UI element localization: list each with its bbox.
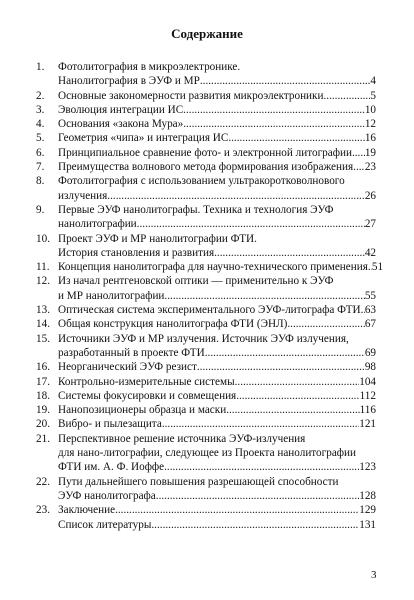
dot-leader bbox=[214, 246, 365, 260]
toc-entry-number: 1. bbox=[36, 61, 45, 73]
toc-entry-page: 16 bbox=[364, 132, 376, 145]
toc-entry-number: 21. bbox=[36, 432, 50, 445]
dot-leader bbox=[197, 360, 365, 374]
toc-entry-title: Системы фокусировки и совмещения bbox=[58, 389, 237, 402]
toc-entry-number: 17. bbox=[36, 375, 50, 388]
toc-entry-title: Неорганический ЭУФ резист bbox=[58, 361, 197, 374]
toc-entry bbox=[36, 417, 376, 431]
toc-entry-title: Пути дальнейшего повышения разрешающей способности bbox=[58, 475, 339, 488]
toc-entry-number: 14. bbox=[36, 318, 50, 331]
toc-entry-page: 67 bbox=[364, 318, 376, 331]
toc-entry-title: Основания «закона Мура» bbox=[58, 118, 184, 131]
toc-entry-title: Концепция нанолитографа для научно-технического применения bbox=[58, 261, 368, 274]
toc-entry-page: 27 bbox=[364, 218, 376, 231]
toc-entry-title: Основные закономерности развития микроэлектроники bbox=[58, 89, 324, 102]
toc-entry-page: 23 bbox=[364, 161, 376, 174]
dot-leader bbox=[183, 103, 365, 117]
toc-entry bbox=[36, 303, 376, 317]
toc-entry bbox=[36, 131, 376, 145]
page-number: 3 bbox=[371, 569, 377, 581]
toc-entry-number: 7. bbox=[36, 161, 45, 174]
toc-entry-title: Оптическая система экспериментального ЭУФ-литографа ФТИ bbox=[58, 304, 361, 317]
toc-entry bbox=[36, 389, 376, 403]
toc-entry-title: Нанолитография в ЭУФ и МР bbox=[58, 75, 200, 88]
toc-entry-number: 6. bbox=[36, 146, 45, 159]
dot-leader bbox=[164, 289, 364, 303]
toc-entry-title: Проект ЭУФ и МР нанолитографии ФТИ. bbox=[58, 232, 257, 245]
toc-entry bbox=[36, 103, 376, 117]
toc-entry bbox=[36, 475, 376, 504]
dot-leader bbox=[164, 460, 359, 474]
toc-entry-number: 22. bbox=[36, 475, 50, 488]
dot-leader bbox=[137, 217, 365, 231]
toc-entry-title: Из начал рентгеновской оптики — применительно к ЭУФ bbox=[58, 275, 334, 288]
toc-entry bbox=[36, 146, 376, 160]
toc-entry-title: Список литературы bbox=[58, 518, 152, 531]
toc-entry-number: 15. bbox=[36, 332, 50, 345]
dot-leader bbox=[115, 503, 359, 517]
toc-entry-page: 10 bbox=[364, 103, 376, 116]
toc-entry-title: Принципиальное сравнение фото- и электронной литографии bbox=[58, 146, 352, 159]
toc-entry-title: разработанный в проекте ФТИ bbox=[58, 346, 205, 359]
toc-entry-page: 51 bbox=[371, 261, 384, 274]
toc-entry bbox=[36, 317, 376, 331]
toc-entry bbox=[36, 203, 376, 232]
toc-entry bbox=[36, 332, 376, 361]
toc-entry-number: 8. bbox=[36, 175, 45, 188]
toc-entry-title: Преимущества волнового метода формирования изображения bbox=[58, 161, 354, 174]
toc-entry-title: нанолитографии bbox=[58, 218, 137, 231]
toc-entry-number: 16. bbox=[36, 361, 50, 374]
toc-entry bbox=[36, 160, 376, 174]
toc-entry bbox=[36, 403, 376, 417]
toc-entry-number: 23. bbox=[36, 504, 50, 517]
table-of-contents bbox=[36, 60, 384, 532]
toc-entry bbox=[36, 503, 376, 517]
dot-leader bbox=[236, 389, 359, 403]
toc-entry-title: ФТИ им. А. Ф. Иоффе bbox=[58, 461, 165, 474]
toc-entry bbox=[36, 360, 376, 374]
toc-entry-title: Геометрия «чипа» и интеграция ИС bbox=[58, 132, 229, 145]
toc-entry-page: 98 bbox=[364, 361, 376, 374]
toc-entry-number: 3. bbox=[36, 103, 45, 116]
dot-leader bbox=[235, 375, 360, 389]
toc-entry-number: 13. bbox=[36, 304, 50, 317]
toc-entry-number: 2. bbox=[36, 89, 45, 102]
toc-entry-number: 20. bbox=[36, 418, 50, 431]
toc-entry-title: излучения bbox=[58, 189, 108, 202]
dot-leader bbox=[200, 74, 371, 88]
toc-entry bbox=[36, 232, 376, 261]
toc-entry-title: и МР нанолитографии bbox=[58, 289, 165, 302]
toc-entry bbox=[36, 174, 376, 203]
toc-entry-title: для нано-литографии, следующее из Проекта нанолитографии bbox=[58, 447, 357, 460]
toc-entry-page: 69 bbox=[364, 346, 376, 359]
dot-leader bbox=[352, 146, 365, 160]
toc-entry-title: Вибро- и пылезащита bbox=[58, 418, 162, 431]
toc-entry-number bbox=[36, 518, 58, 532]
dot-leader bbox=[323, 89, 370, 103]
toc-entry bbox=[36, 375, 376, 389]
toc-entry-page: 63 bbox=[364, 304, 376, 317]
dot-leader bbox=[353, 160, 365, 174]
dot-leader bbox=[107, 189, 365, 203]
toc-entry bbox=[36, 117, 376, 131]
toc-entry-title: Нанопозиционеры образца и маски bbox=[58, 404, 227, 417]
toc-entry bbox=[36, 274, 376, 303]
toc-entry bbox=[36, 518, 376, 532]
dot-leader bbox=[151, 518, 359, 532]
toc-entry-page: 19 bbox=[364, 146, 376, 159]
toc-entry-title: Общая конструкция нанолитографа ФТИ (ЭНЛ) bbox=[58, 318, 288, 331]
toc-entry-page: 112 bbox=[359, 389, 376, 402]
toc-entry bbox=[36, 89, 376, 103]
toc-entry-title: Фотолитография с использованием ультракоротковолнового bbox=[58, 175, 345, 188]
toc-entry-page: 26 bbox=[364, 189, 376, 202]
toc-entry-number: 4. bbox=[36, 118, 45, 131]
toc-entry-page: 131 bbox=[359, 518, 376, 531]
toc-entry-title: ЭУФ нанолитографа bbox=[58, 489, 156, 502]
toc-entry-title: История становления и развития bbox=[58, 246, 215, 259]
dot-leader bbox=[287, 317, 364, 331]
toc-entry-page: 5 bbox=[370, 89, 376, 102]
toc-entry-title: Эволюция интеграции ИС bbox=[58, 103, 184, 116]
toc-entry-title: Контрольно-измерительные системы bbox=[58, 375, 235, 388]
toc-entry-page: 55 bbox=[364, 289, 376, 302]
toc-entry-title: Перспективное решение источника ЭУФ-излучения bbox=[58, 432, 306, 445]
toc-entry-number: 10. bbox=[36, 232, 50, 245]
dot-leader bbox=[183, 117, 365, 131]
toc-entry-page: 123 bbox=[359, 461, 376, 474]
toc-entry-title: Фотолитография в микроэлектронике. bbox=[58, 61, 241, 73]
toc-entry-number: 5. bbox=[36, 132, 45, 145]
toc-entry-number: 11. bbox=[36, 261, 50, 274]
page-title: Содержание bbox=[171, 26, 243, 41]
dot-leader bbox=[156, 489, 359, 503]
toc-entry-page: 12 bbox=[364, 118, 376, 131]
dot-leader bbox=[228, 131, 364, 145]
toc-entry-page: 42 bbox=[364, 246, 376, 259]
toc-entry-number: 9. bbox=[36, 203, 45, 216]
dot-leader bbox=[162, 417, 359, 431]
toc-entry bbox=[36, 432, 376, 475]
toc-entry bbox=[36, 60, 376, 89]
toc-entry-page: 104 bbox=[359, 375, 376, 388]
toc-entry bbox=[36, 260, 384, 274]
toc-entry-page: 4 bbox=[370, 75, 376, 88]
toc-entry-page: 121 bbox=[359, 418, 376, 431]
dot-leader bbox=[226, 403, 359, 417]
toc-entry-title: Источники ЭУФ и МР излучения. Источник ЭУФ излучения, bbox=[58, 332, 349, 345]
toc-entry-title: Заключение bbox=[58, 504, 116, 517]
toc-entry-number: 19. bbox=[36, 404, 50, 417]
toc-entry-title: Первые ЭУФ нанолитографы. Техника и технология ЭУФ bbox=[58, 203, 334, 216]
toc-entry-page: 116 bbox=[359, 404, 376, 417]
toc-entry-page: 129 bbox=[359, 504, 376, 517]
toc-entry-page: 128 bbox=[359, 489, 376, 502]
dot-leader bbox=[205, 346, 365, 360]
toc-entry-number: 12. bbox=[36, 275, 50, 288]
toc-entry-number: 18. bbox=[36, 389, 50, 402]
